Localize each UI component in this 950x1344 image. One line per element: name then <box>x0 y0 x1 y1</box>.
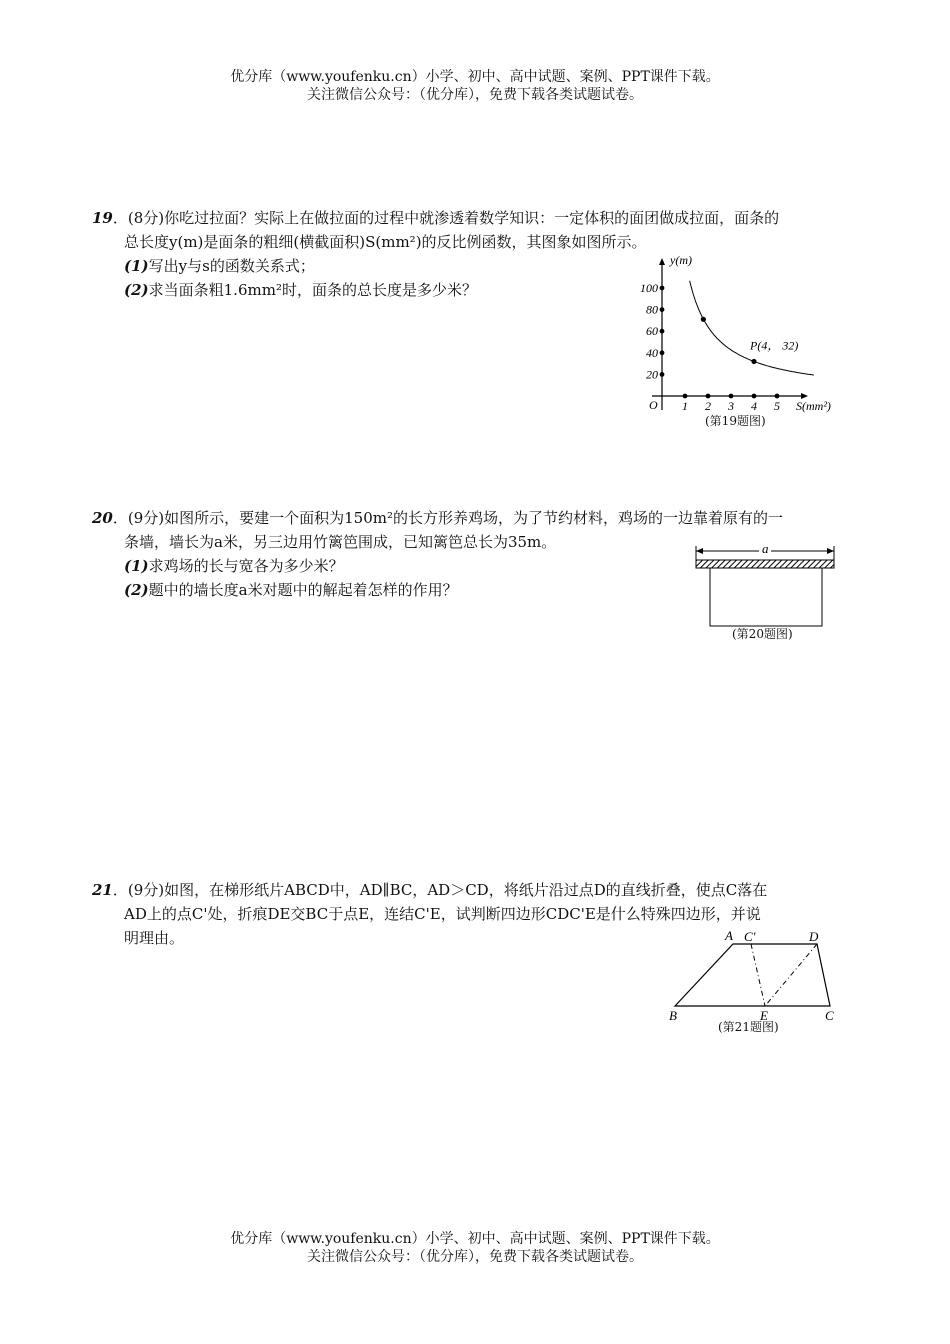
question-score: (8分) <box>127 209 165 227</box>
trapezoid-abcd <box>675 944 830 1006</box>
marked-point <box>701 317 706 322</box>
footer-line-1: 优分库（www.youfenku.cn）小学、初中、高中试题、案例、PPT课件下载。 <box>230 1231 720 1247</box>
dimension-arrow-right <box>827 548 834 554</box>
footer-line-2: 关注微信公众号：（优分库），免费下载各类试题试卷。 <box>307 1249 643 1265</box>
q20-figure <box>690 538 840 633</box>
question-20: 20．(9分)如图所示，要建一个面积为150m²的长方形养鸡场，为了节约材料，鸡场的一边靠着原有的一 条墙，墙长为a米，另三边用竹篱笆围成，已知篱笆总长为35m。 (1)求鸡场的长与宽各为多少米？ (2)题中的墙长度a米对题中的解起着怎样的作用？ <box>92 506 860 602</box>
label-c-prime: C' <box>744 929 756 944</box>
question-text-line-1: 如图所示，要建一个面积为150m²的长方形养鸡场，为了节约材料，鸡场的一边靠着原有的一 <box>164 509 784 527</box>
question-text-line-1: 你吃过拉面？实际上在做拉面的过程中就渗透着数学知识：一定体积的面团做成拉面，面条的 <box>164 209 780 227</box>
label-c: C <box>825 1008 834 1023</box>
question-number: 20 <box>92 509 113 527</box>
question-19: 19．(8分)你吃过拉面？实际上在做拉面的过程中就渗透着数学知识：一定体积的面团做成拉面，面条的 总长度y(m)是面条的粗细(横截面积)S(mm²)的反比例函数，其图象如图所示。 (1)写出y与s的函数关系式； (2)求当面条粗1.6mm²时，面条的总长度是多少米？ <box>92 206 860 302</box>
question-number: 19 <box>92 209 113 227</box>
question-text-line-1: 如图，在梯形纸片ABCD中，AD∥BC，AD＞CD，将纸片沿过点D的直线折叠，使点C落在 <box>164 881 768 899</box>
y-tick-dot <box>660 307 665 312</box>
chicken-yard <box>710 568 822 626</box>
y-tick-label: 60 <box>646 324 658 339</box>
y-axis-arrow <box>659 258 665 265</box>
part-text: 求当面条粗1.6mm²时，面条的总长度是多少米？ <box>148 281 477 299</box>
y-tick-dot <box>660 329 665 334</box>
x-axis-label: S(mm²) <box>796 399 831 413</box>
part-text: 题中的墙长度a米对题中的解起着怎样的作用？ <box>148 581 458 599</box>
y-tick-label: 40 <box>646 345 658 360</box>
point-p-label: P(4， 32) <box>750 338 799 353</box>
x-tick-dot <box>729 394 734 399</box>
question-text-line-3: 明理由。 <box>124 929 185 947</box>
x-tick-label: 5 <box>774 399 780 413</box>
page-header <box>0 68 950 104</box>
part-label: (2) <box>124 581 149 599</box>
x-tick-label: 4 <box>751 399 757 413</box>
q19-graph <box>630 250 845 420</box>
x-tick-label: 3 <box>728 399 734 413</box>
wall-length-label: a <box>762 541 769 556</box>
page-footer <box>0 1230 950 1266</box>
part-text: 写出y与s的函数关系式； <box>148 257 315 275</box>
point-p <box>751 359 756 364</box>
x-tick-dot <box>706 394 711 399</box>
question-21: 21．(9分)如图，在梯形纸片ABCD中，AD∥BC，AD＞CD，将纸片沿过点D的直线折叠，使点C落在 AD上的点C'处，折痕DE交BC于点E，连结C'E，试判断四边形CDC'E是什么特殊四边形，并说 明理由。 <box>92 878 860 950</box>
q19-caption: (第19题图) <box>705 414 766 428</box>
y-tick-dot <box>660 350 665 355</box>
q21-figure <box>665 924 845 1024</box>
q20-caption: (第20题图) <box>732 627 793 641</box>
x-tick-label: 1 <box>682 399 688 413</box>
question-text-line-2: 条墙，墙长为a米，另三边用竹篱笆围成，已知篱笆总长为35m。 <box>124 533 557 551</box>
question-number: 21 <box>92 881 113 899</box>
dimension-arrow-left <box>696 548 703 554</box>
part-text: 求鸡场的长与宽各为多少米？ <box>148 557 344 575</box>
part-label: (1) <box>124 557 149 575</box>
x-tick-dot <box>752 394 757 399</box>
question-score: (9分) <box>127 509 165 527</box>
header-line-1: 优分库（www.youfenku.cn）小学、初中、高中试题、案例、PPT课件下载。 <box>230 69 720 85</box>
y-axis-label: y(m) <box>670 253 692 267</box>
segment-c-prime-e <box>751 944 765 1006</box>
header-line-2: 关注微信公众号：（优分库），免费下载各类试题试卷。 <box>307 87 643 103</box>
origin-label: O <box>649 398 658 412</box>
label-d: D <box>809 929 819 944</box>
y-tick-label: 80 <box>646 302 658 317</box>
x-tick-dot <box>683 394 688 399</box>
part-label: (1) <box>124 257 149 275</box>
question-text-line-2: AD上的点C'处，折痕DE交BC于点E，连结C'E，试判断四边形CDC'E是什么特殊四边形，并说 <box>124 905 761 923</box>
y-tick-dot <box>660 372 665 377</box>
q21-caption: (第21题图) <box>718 1020 779 1034</box>
label-a: A <box>725 928 733 943</box>
question-text-line-2: 总长度y(m)是面条的粗细(横截面积)S(mm²)的反比例函数，其图象如图所示。 <box>124 233 647 251</box>
x-tick-dot <box>775 394 780 399</box>
label-b: B <box>669 1008 677 1023</box>
y-tick-label: 20 <box>646 367 658 382</box>
y-tick-label: 100 <box>640 281 658 295</box>
question-score: (9分) <box>127 881 165 899</box>
x-tick-label: 2 <box>705 399 711 413</box>
part-label: (2) <box>124 281 149 299</box>
label-e: E <box>760 1008 768 1023</box>
fold-line-de <box>765 944 817 1006</box>
y-tick-dot <box>660 286 665 291</box>
wall <box>696 560 834 568</box>
